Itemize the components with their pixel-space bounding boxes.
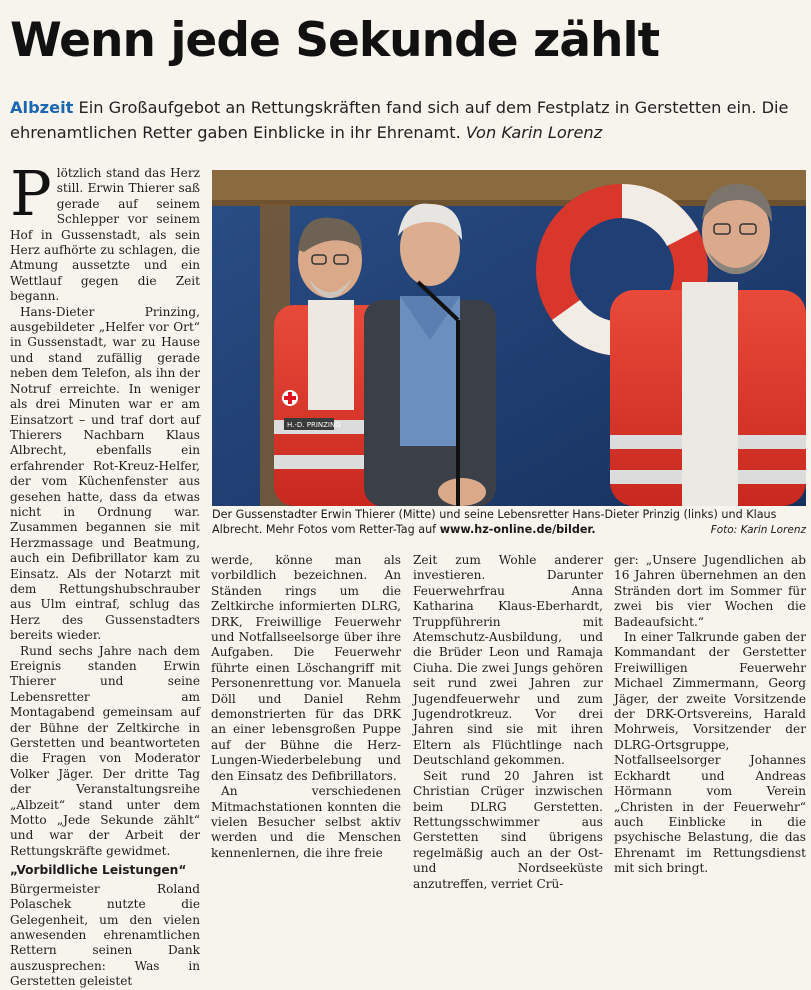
article-column-1 [10, 157, 200, 990]
subheading: „Vorbildliche Leistungen“ [10, 863, 187, 878]
article-paragraph: Zeit zum Wohle anderer investieren. Darunter Feuerwehrfrau Anna Katharina Klaus-Eberhardt, Truppführerin mit Atemschutz-Ausbildung, und die Brüder Leon und Ramaja Ciuha. Die zwei Jungs gehören seit rund zwei Jahren zur Jugendfeuerwehr und zum Jugendrotkreuz. Vor drei Jahren sind sie mit ihren Eltern als Flüchtlinge nach Deutschland gekommen. [413, 553, 603, 768]
article-paragraph: Hans-Dieter Prinzing, ausgebildeter „Helfer vor Ort“ in Gussenstadt, war zu Hause und stand zufällig gerade neben dem Telefon, als ihn der Notruf erreichte. In weniger als drei Minuten war er am Einsatzort – und traf dort auf Thierers Nachbarn Klaus Albrecht, ebenfalls ein erfahrender Rot-Kreuz-Helfer, der vom Küchenfenster aus gesehen hatte, dass da etwas nicht in Ordnung war. Zusammen begannen sie mit Herzmassage und Beatmung, auch ein Defibrillator kam zu Einsatz. Als der Notarzt mit dem Rettungshubschrauber aus Ulm eintraf, schlug das Herz des Gussenstadters bereits wieder. [10, 304, 200, 643]
article-column-2 [211, 553, 401, 861]
article-paragraph: Bürgermeister Roland Polaschek nutzte die Gelegenheit, um den vielen anwesenden ehrenamtlichen Rettern seinen Dank auszusprechen: Was in Gerstetten geleistet [10, 881, 200, 989]
caption-link[interactable]: www.hz-online.de/bilder. [439, 522, 596, 536]
lead-keyword: Albzeit [10, 98, 74, 117]
badge-text: H.-D. PRINZING [287, 421, 341, 429]
article-column-4 [614, 553, 806, 877]
article-paragraph: An verschiedenen Mitmachstationen konnten die vielen Besucher selbst aktiv werden und die Menschen kennenlernen, die ihre freie [211, 784, 401, 860]
paragraph-text: lötzlich stand das Herz still. Erwin Thierer saß gerade auf seinem Schlepper vor seinem Hof in Gussenstadt, als sein Herz aufhörte zu schlagen, die Atmung aussetzte und ein Wettlauf gegen die Zeit begann. [10, 166, 200, 304]
byline: Von Karin Lorenz [465, 123, 603, 142]
article-paragraph: Seit rund 20 Jahren ist Christian Crüger inzwischen beim DLRG Gerstetten. Rettungsschwimmer aus Gerstetten sind übrigens regelmäßig auch an der Ost- und Nordseeküste anzutreffen, verriet Crü- [413, 768, 603, 891]
photo-rescuers-illustration [212, 170, 806, 506]
article-paragraph: werde, könne man als vorbildlich bezeichnen. An Ständen rings um die Zeltkirche informierten DLRG, DRK, Freiwillige Feuerwehr und Notfallseelsorge über ihre Aufgaben. Die Feuerwehr führte einen Löschangriff mit Personenrettung vor. Manuela Döll und Daniel Rehm demonstrierten für das DRK an einer lebensgroßen Puppe auf der Bühne die Herz-Lungen-Wiederbelebung und den Einsatz des Defibrillators. [211, 553, 401, 783]
article-paragraph [10, 157, 200, 305]
article-photo [212, 170, 806, 506]
photo-caption [212, 508, 806, 537]
article-paragraph: Rund sechs Jahre nach dem Ereignis standen Erwin Thierer und seine Lebensretter am Montagabend gemeinsam auf der Bühne der Zeltkirche in Gerstetten und beantworteten die Fragen von Moderator Volker Jäger. Der dritte Tag der Veranstaltungsreihe „Albzeit“ stand unter dem Motto „Jede Sekunde zählt“ und war der Arbeit der Rettungskräfte gewidmet. [10, 643, 200, 858]
article-paragraph: In einer Talkrunde gaben der Kommandant der Gerstetter Freiwilligen Feuerwehr Michael Zimmermann, Georg Jäger, der zweite Vorsitzende der DRK-Ortsvereins, Harald Mohrweis, Vorsitzender der DLRG-Ortsgruppe, Notfallseelsorger Johannes Eckhardt und Andreas Hörmann vom Verein „Christen in der Feuerwehr“ auch Einblicke in die psychische Belastung, die das Ehrenamt im Rettungsdienst mit sich bringt. [614, 630, 806, 876]
article-paragraph: ger: „Unsere Jugendlichen ab 16 Jahren übernehmen an den Stränden dort im Sommer für zwei bis vier Wochen die Badeaufsicht.“ [614, 553, 806, 629]
drop-cap: P [10, 157, 52, 230]
photo-credit: Foto: Karin Lorenz [710, 523, 806, 536]
caption-text: Der Gussenstadter Erwin Thierer (Mitte) und seine Lebensretter Hans-Dieter Prinzig (links) und Klaus Albrecht. Mehr Fotos vom Retter-Tag auf [212, 508, 777, 536]
headline: Wenn jede Sekunde zählt [10, 13, 660, 68]
article-column-3 [413, 553, 603, 892]
lead-paragraph [10, 95, 802, 145]
lead-text: Ein Großaufgebot an Rettungskräften fand sich auf dem Festplatz in Gerstetten ein. Die ehrenamtlichen Retter gaben Einblicke in ihr Ehrenamt. [10, 98, 789, 142]
